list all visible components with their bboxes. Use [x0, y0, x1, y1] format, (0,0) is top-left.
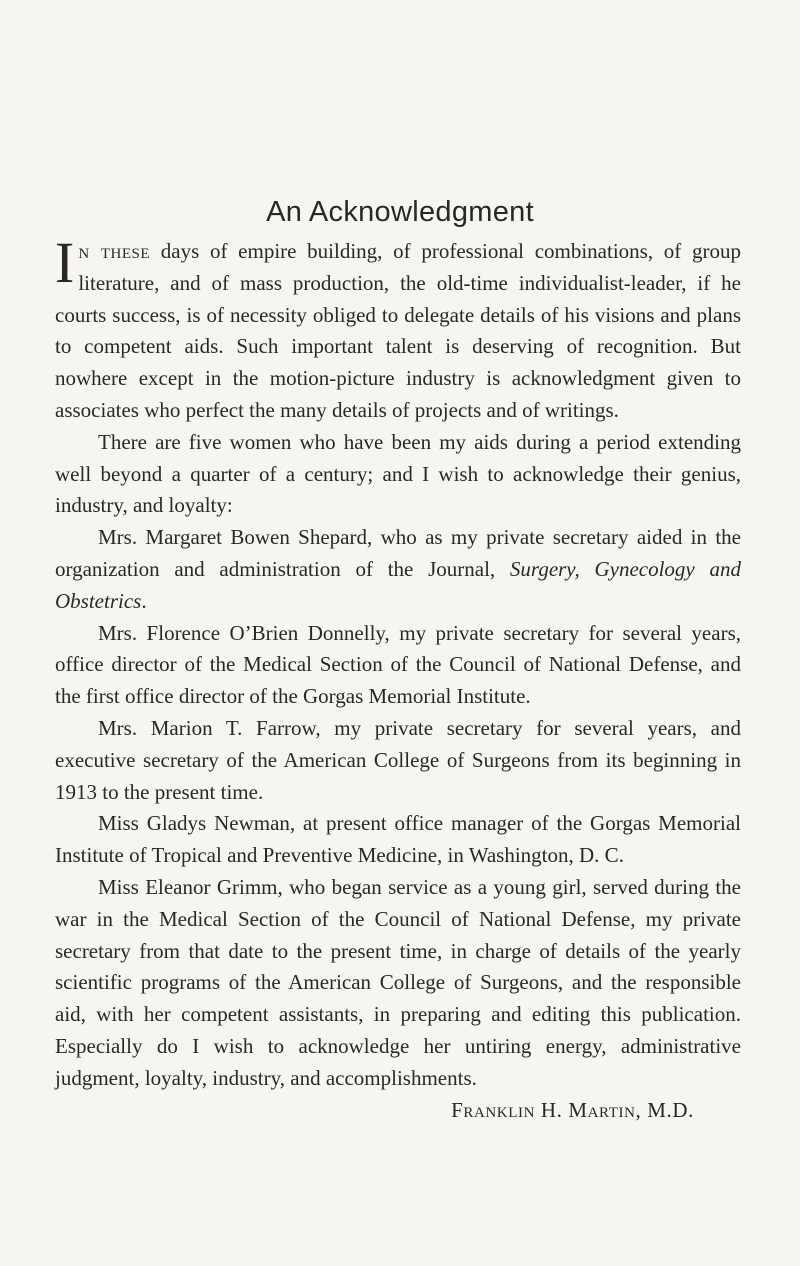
paragraph-farrow: Mrs. Marion T. Farrow, my private secretary for several years, and executive secretary of the American College of Surgeons from its beginning in 1913 to the present time.: [55, 715, 741, 804]
shepard-text: Mrs. Margaret Bowen Shepard, who as my private secretary aided in the organization and administration of the Journal,: [55, 525, 741, 581]
intro-text: days of empire building, of professional combinations, of group literature, and of mass production, the old-time individualist-leader, if he courts success, is of necessity obliged to delegate details of his visions and plans to competent aids. Such important talent is deserving of recognition. But nowhere except in the motion-picture industry is acknowledgment given to associates who perfect the many details of projects and of writings.: [55, 239, 741, 422]
paragraph-donnelly: Mrs. Florence O’Brien Donnelly, my private secretary for several years, office director of the Medical Section of the Council of National Defense, and the first office director of the Gorgas Memorial Institute.: [55, 620, 741, 709]
journal-title: Surgery, Gynecology and Obstetrics: [55, 556, 741, 613]
intro-smallcaps: n these: [78, 239, 151, 263]
document-body: [55, 230, 741, 1126]
shepard-end: .: [141, 588, 147, 613]
paragraph-five-women: There are five women who have been my aids during a period extending well beyond a quarter of a century; and I wish to acknowledge their genius, industry, and loyalty:: [55, 429, 741, 518]
paragraph-grimm: Miss Eleanor Grimm, who began service as a young girl, served during the war in the Medical Section of the Council of National Defense, my private secretary from that date to the present time, in charge of details of the yearly scientific programs of the American College of Surgeons, and the responsible aid, with her competent assistants, in preparing and editing this publication. Especially do I wish to acknowledge her untiring energy, administrative judgment, loyalty, industry, and accomplishments.: [55, 874, 741, 1090]
paragraph-intro: [55, 230, 741, 427]
drop-cap: I: [55, 230, 75, 295]
page-title: An Acknowledgment: [266, 196, 534, 228]
paragraph-newman: Miss Gladys Newman, at present office manager of the Gorgas Memorial Institute of Tropical and Preventive Medicine, in Washington, D. C.: [55, 811, 741, 868]
paragraph-shepard: [55, 522, 741, 617]
signature: Franklin H. Martin, M.D.: [451, 1097, 694, 1122]
